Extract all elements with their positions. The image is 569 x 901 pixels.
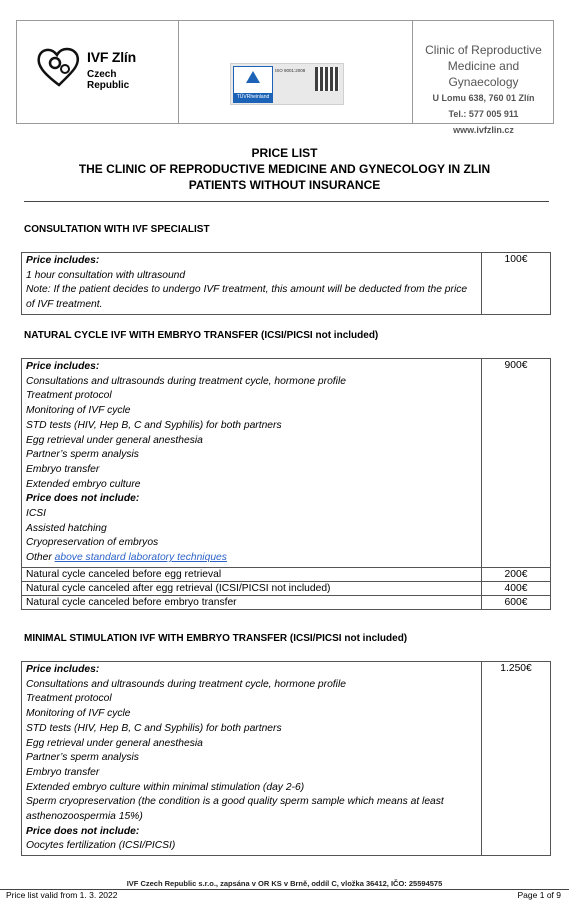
table-row [22, 595, 551, 609]
list-item: Embryo transfer [26, 766, 100, 778]
price-value: 1.250€ [482, 662, 551, 856]
price-table-natural [21, 358, 551, 610]
list-item: Partner’s sperm analysis [26, 449, 139, 461]
letterhead [16, 20, 554, 135]
row-label: Natural cycle canceled before egg retrieval [22, 567, 482, 581]
list-item: Cryopreservation of embryos [26, 537, 159, 549]
list-item: Egg retrieval under general anesthesia [26, 737, 203, 749]
clinic-contact-cell [413, 21, 554, 135]
list-item: Treatment protocol [26, 390, 112, 402]
company-footer: IVF Czech Republic s.r.o., zapsána v OR KS v Brně, oddíl C, vložka 36412, IČO: 25594575 [126, 879, 443, 888]
list-item: Monitoring of IVF cycle [26, 708, 131, 720]
list-item: Partner’s sperm analysis [26, 752, 139, 764]
page-title: PRICE LIST [251, 146, 318, 160]
section-heading-natural: NATURAL CYCLE IVF WITH EMBRYO TRANSFER (ICSI/PICSI not included) [24, 330, 379, 341]
list-item: 1 hour consultation with ultrasound [26, 269, 186, 281]
table-row [22, 253, 551, 315]
list-item: STD tests (HIV, Hep B, C and Syphilis) for both partners [26, 419, 282, 431]
section-heading-minimal: MINIMAL STIMULATION IVF WITH EMBRYO TRANSFER (ICSI/PICSI not included) [24, 633, 408, 644]
page-number: Page 1 of 9 [517, 890, 561, 900]
table-row [22, 662, 551, 856]
includes-label: Price includes: [26, 361, 100, 372]
list-item: Sperm cryopreservation (the condition is a good quality sperm sample which means at least asthenozoospermia 15%) [26, 796, 444, 823]
includes-label: Price includes: [26, 664, 100, 675]
list-item: STD tests (HIV, Hep B, C and Syphilis) for both partners [26, 722, 282, 734]
list-item: Embryo transfer [26, 463, 100, 475]
page-subtitle-2: PATIENTS WITHOUT INSURANCE [188, 178, 381, 192]
price-value: 600€ [482, 595, 551, 609]
table-row [22, 581, 551, 595]
valid-from: Price list valid from 1. 3. 2022 [6, 890, 118, 900]
qr-code-icon [315, 67, 339, 91]
iso-label: ISO 9001:2008 [275, 68, 306, 73]
logo-cell [17, 21, 179, 123]
table-row [22, 567, 551, 581]
includes-label: Price includes: [26, 255, 100, 266]
list-item: Egg retrieval under general anesthesia [26, 434, 203, 446]
list-item: Monitoring of IVF cycle [26, 405, 131, 417]
certificate-badge [230, 63, 344, 105]
row-label: Natural cycle canceled before embryo transfer [22, 595, 482, 609]
clinic-name-line1: Clinic of Reproductive [425, 43, 542, 57]
heart-logo-icon [35, 43, 83, 89]
excludes-label: Price does not include: [26, 825, 140, 837]
table-row [22, 359, 551, 568]
clinic-address: U Lomu 638, 760 01 Zlín [432, 93, 535, 103]
lab-techniques-link[interactable]: above standard laboratory techniques [54, 552, 227, 564]
other-prefix: Other [26, 552, 55, 564]
divider [24, 201, 549, 202]
page-subtitle: THE CLINIC OF REPRODUCTIVE MEDICINE AND GYNECOLOGY IN ZLIN [78, 162, 491, 176]
price-value: 900€ [482, 359, 551, 568]
tuv-logo-icon: TÜVRheinland [233, 66, 273, 103]
price-table-minimal [21, 661, 551, 856]
certificate-cell [178, 21, 413, 123]
price-value: 400€ [482, 581, 551, 595]
list-item [26, 551, 477, 566]
list-item: Oocytes fertilization (ICSI/PICSI) [26, 840, 176, 852]
list-item: Assisted hatching [26, 522, 107, 534]
clinic-name-line2: Medicine and Gynaecology [447, 59, 520, 89]
list-item: Consultations and ultrasounds during treatment cycle, hormone profile [26, 678, 346, 690]
clinic-logo [35, 43, 161, 89]
price-value: 200€ [482, 567, 551, 581]
list-item: Treatment protocol [26, 693, 112, 705]
section-heading-consultation: CONSULTATION WITH IVF SPECIALIST [24, 224, 210, 235]
list-item: ICSI [26, 508, 47, 520]
excludes-label: Price does not include: [26, 493, 140, 505]
price-table-consultation [21, 252, 551, 315]
list-item: Consultations and ultrasounds during treatment cycle, hormone profile [26, 375, 346, 387]
logo-name: IVF Zlín [87, 49, 136, 65]
list-item: Extended embryo culture within minimal stimulation (day 2-6) [26, 781, 305, 793]
row-label: Natural cycle canceled after egg retrieval (ICSI/PICSI not included) [22, 581, 482, 595]
price-value: 100€ [482, 253, 551, 315]
note-text: Note: If the patient decides to undergo IVF treatment, this amount will be deducted from the price of IVF treatment. [26, 284, 468, 311]
clinic-phone: Tel.: 577 005 911 [448, 109, 519, 119]
logo-subtitle: Czech Republic [87, 69, 130, 91]
clinic-website: www.ivfzlin.cz [453, 125, 514, 135]
list-item: Extended embryo culture [26, 478, 141, 490]
